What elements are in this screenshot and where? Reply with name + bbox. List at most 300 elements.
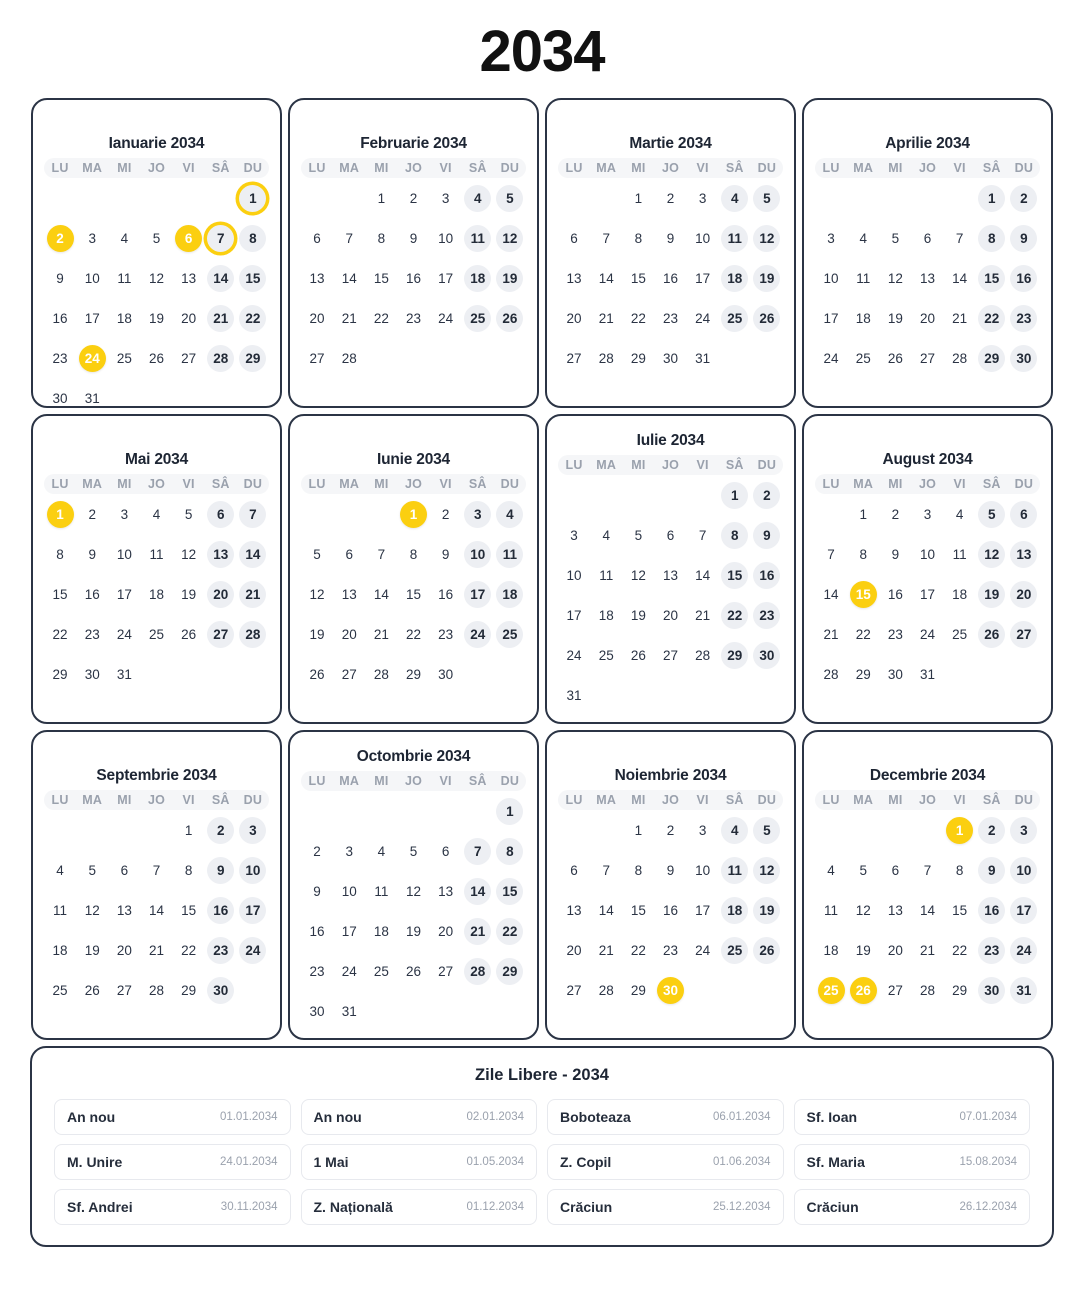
day-number[interactable]: 24 [566,648,582,664]
day-number[interactable]: 22 [630,311,646,327]
day-cell[interactable] [847,299,879,339]
day-cell[interactable] [397,912,429,952]
day-number[interactable]: 7 [345,231,353,247]
day-number[interactable]: 29 [496,958,523,985]
day-cell[interactable] [687,931,719,971]
day-number[interactable]: 7 [698,528,707,544]
day-cell[interactable] [911,535,943,575]
day-cell[interactable] [173,535,205,575]
day-number[interactable]: 11 [117,271,132,287]
day-cell[interactable] [205,971,237,1011]
day-cell[interactable] [590,596,622,636]
day-cell[interactable] [976,575,1008,615]
day-cell[interactable] [719,596,751,636]
day-number[interactable]: 22 [855,627,871,643]
day-cell[interactable] [976,535,1008,575]
day-cell[interactable] [654,851,686,891]
day-number[interactable]: 21 [239,581,266,608]
day-number[interactable]: 24 [695,943,711,959]
day-cell[interactable] [976,259,1008,299]
day-number[interactable]: 20 [309,311,325,327]
day-cell[interactable] [1008,339,1040,379]
day-cell[interactable] [462,495,494,535]
day-number[interactable]: 11 [496,541,523,568]
day-number[interactable]: 14 [148,903,164,919]
day-number-holiday[interactable]: 30 [657,977,684,1004]
day-cell[interactable] [719,516,751,556]
day-cell[interactable] [301,299,333,339]
day-cell[interactable] [622,971,654,1011]
day-cell[interactable] [237,811,269,851]
holiday-item[interactable] [301,1099,538,1135]
holiday-item[interactable] [794,1099,1031,1135]
day-number[interactable]: 10 [438,231,454,247]
day-cell[interactable] [44,851,76,891]
day-number[interactable]: 27 [207,621,234,648]
day-number[interactable]: 16 [84,587,100,603]
day-cell[interactable] [108,971,140,1011]
day-number[interactable]: 10 [116,547,132,563]
day-cell[interactable] [365,535,397,575]
day-number[interactable]: 18 [823,943,839,959]
day-number[interactable]: 8 [409,547,418,563]
day-cell[interactable] [590,516,622,556]
day-number[interactable]: 10 [566,568,582,584]
day-cell[interactable] [847,535,879,575]
day-number[interactable]: 19 [309,627,325,643]
day-cell[interactable] [622,299,654,339]
day-number[interactable]: 19 [753,897,780,924]
day-cell[interactable] [815,299,847,339]
day-number[interactable]: 7 [923,863,932,879]
day-number[interactable]: 15 [721,562,748,589]
day-cell[interactable] [140,851,172,891]
day-number[interactable]: 19 [405,924,421,940]
day-cell[interactable] [108,299,140,339]
day-number[interactable]: 12 [887,271,903,287]
day-number[interactable]: 7 [602,863,610,879]
day-cell[interactable] [654,811,686,851]
day-number[interactable]: 19 [978,581,1005,608]
day-number[interactable]: 13 [662,568,678,584]
day-cell[interactable] [301,912,333,952]
day-number[interactable]: 15 [630,903,646,919]
day-cell[interactable] [365,952,397,992]
day-cell[interactable] [847,219,879,259]
day-cell[interactable] [558,299,590,339]
day-number[interactable]: 4 [120,231,129,247]
day-cell[interactable] [590,891,622,931]
day-number[interactable]: 27 [919,351,935,367]
day-cell[interactable] [140,615,172,655]
day-cell[interactable] [815,851,847,891]
day-number[interactable]: 23 [52,351,68,367]
day-number[interactable]: 2 [207,817,234,844]
day-cell[interactable] [622,931,654,971]
day-cell[interactable] [622,596,654,636]
day-number[interactable]: 6 [570,231,578,247]
day-number[interactable]: 2 [666,191,675,207]
day-number[interactable]: 6 [313,231,321,247]
day-cell[interactable] [1008,891,1040,931]
day-number[interactable]: 14 [695,568,711,584]
day-number[interactable]: 10 [464,541,491,568]
day-cell[interactable] [76,891,108,931]
day-number[interactable]: 28 [148,983,164,999]
day-cell[interactable] [622,851,654,891]
day-number[interactable]: 3 [698,191,707,207]
day-cell[interactable] [44,379,76,419]
day-cell[interactable] [494,912,526,952]
day-number[interactable]: 25 [148,627,164,643]
day-number[interactable]: 20 [341,627,357,643]
day-cell[interactable] [654,339,686,379]
day-number[interactable]: 21 [695,608,711,624]
day-cell[interactable] [976,851,1008,891]
day-number[interactable]: 9 [313,884,321,900]
day-number[interactable]: 16 [207,897,234,924]
day-cell[interactable] [1008,219,1040,259]
day-number[interactable]: 22 [405,627,421,643]
day-number[interactable]: 22 [52,627,68,643]
day-cell[interactable] [365,259,397,299]
day-number[interactable]: 14 [373,587,389,603]
day-number[interactable]: 4 [377,844,386,860]
day-cell[interactable] [815,339,847,379]
day-number[interactable]: 17 [341,924,357,940]
day-number[interactable]: 21 [823,627,839,643]
day-number[interactable]: 26 [309,667,325,683]
day-cell[interactable] [911,615,943,655]
day-number[interactable]: 23 [309,964,325,980]
day-number[interactable]: 28 [695,648,711,664]
day-cell[interactable] [173,811,205,851]
day-cell[interactable] [719,556,751,596]
day-number[interactable]: 13 [116,903,132,919]
day-number[interactable]: 16 [405,271,421,287]
day-number[interactable]: 3 [923,507,932,523]
day-number[interactable]: 17 [116,587,132,603]
day-number[interactable]: 30 [84,667,100,683]
day-number[interactable]: 6 [923,231,932,247]
day-cell[interactable] [462,299,494,339]
day-cell[interactable] [654,891,686,931]
day-cell[interactable] [494,792,526,832]
day-number[interactable]: 19 [496,265,523,292]
day-cell[interactable] [397,179,429,219]
day-number[interactable]: 14 [207,265,234,292]
day-cell[interactable] [173,495,205,535]
day-cell[interactable] [397,655,429,695]
day-number[interactable]: 7 [602,231,610,247]
day-cell[interactable] [44,299,76,339]
day-cell[interactable] [751,516,783,556]
day-number[interactable]: 13 [1010,541,1037,568]
day-cell[interactable] [815,655,847,695]
day-number[interactable]: 11 [149,547,164,563]
day-number[interactable]: 18 [116,311,132,327]
day-cell[interactable] [333,655,365,695]
day-cell[interactable] [911,339,943,379]
day-number[interactable]: 4 [827,863,835,879]
day-cell[interactable] [687,636,719,676]
day-cell[interactable] [430,219,462,259]
day-cell[interactable] [494,952,526,992]
day-number[interactable]: 7 [152,863,161,879]
day-cell[interactable] [333,535,365,575]
day-cell[interactable] [976,891,1008,931]
day-number[interactable]: 23 [978,937,1005,964]
day-cell[interactable] [1008,299,1040,339]
day-cell[interactable] [76,615,108,655]
day-number[interactable]: 26 [887,351,903,367]
day-number[interactable]: 24 [695,311,711,327]
day-cell[interactable] [911,891,943,931]
day-cell[interactable] [622,891,654,931]
day-cell[interactable] [301,219,333,259]
day-number[interactable]: 29 [630,351,646,367]
day-cell[interactable] [622,219,654,259]
day-number[interactable]: 22 [239,305,266,332]
day-number[interactable]: 4 [859,231,867,247]
day-cell[interactable] [1008,535,1040,575]
day-number[interactable]: 29 [978,345,1005,372]
day-cell[interactable] [140,971,172,1011]
day-cell[interactable] [333,575,365,615]
day-number[interactable]: 2 [313,844,321,860]
day-cell[interactable] [205,851,237,891]
day-number[interactable]: 20 [887,943,903,959]
day-number[interactable]: 3 [120,507,129,523]
day-cell[interactable] [1008,259,1040,299]
day-number[interactable]: 25 [496,621,523,648]
day-cell[interactable] [140,219,172,259]
day-number[interactable]: 13 [341,587,357,603]
day-number[interactable]: 16 [887,587,903,603]
day-number[interactable]: 27 [566,351,582,367]
day-number[interactable]: 26 [753,937,780,964]
day-cell[interactable] [1008,179,1040,219]
day-number[interactable]: 30 [207,977,234,1004]
day-cell[interactable] [976,931,1008,971]
day-number[interactable]: 11 [721,225,748,252]
day-cell[interactable] [44,535,76,575]
day-cell[interactable] [847,971,879,1011]
day-cell[interactable] [751,556,783,596]
day-cell[interactable] [558,556,590,596]
day-number[interactable]: 2 [409,191,418,207]
day-cell[interactable] [911,851,943,891]
day-number[interactable]: 10 [823,271,839,287]
day-cell[interactable] [333,832,365,872]
day-number[interactable]: 18 [855,311,871,327]
day-number[interactable]: 4 [496,501,523,528]
day-number[interactable]: 3 [827,231,835,247]
day-cell[interactable] [44,655,76,695]
day-number[interactable]: 26 [148,351,164,367]
day-number[interactable]: 14 [952,271,968,287]
day-number[interactable]: 26 [978,621,1005,648]
holiday-item[interactable] [54,1144,291,1180]
day-number-holiday[interactable]: 24 [79,345,106,372]
day-number[interactable]: 30 [662,351,678,367]
day-number[interactable]: 9 [88,547,96,563]
day-number[interactable]: 16 [52,311,68,327]
day-number[interactable]: 28 [952,351,968,367]
day-number[interactable]: 20 [566,311,582,327]
day-cell[interactable] [687,179,719,219]
day-number[interactable]: 23 [438,627,454,643]
day-number[interactable]: 2 [978,817,1005,844]
day-cell[interactable] [815,891,847,931]
day-number[interactable]: 9 [56,271,64,287]
day-cell[interactable] [397,872,429,912]
day-cell[interactable] [44,615,76,655]
day-cell[interactable] [44,891,76,931]
day-number[interactable]: 12 [309,587,325,603]
day-number[interactable]: 27 [309,351,325,367]
day-cell[interactable] [333,615,365,655]
day-cell[interactable] [237,535,269,575]
day-cell[interactable] [494,299,526,339]
day-cell[interactable] [76,535,108,575]
day-cell[interactable] [205,575,237,615]
day-number[interactable]: 20 [919,311,935,327]
day-cell[interactable] [879,615,911,655]
day-cell[interactable] [140,891,172,931]
day-cell[interactable] [751,476,783,516]
holiday-item[interactable] [54,1189,291,1225]
day-cell[interactable] [76,379,108,419]
holiday-item[interactable] [54,1099,291,1135]
day-number[interactable]: 12 [978,541,1005,568]
day-number[interactable]: 21 [373,627,389,643]
day-number[interactable]: 28 [207,345,234,372]
day-cell[interactable] [108,219,140,259]
day-cell[interactable] [76,971,108,1011]
day-number[interactable]: 27 [662,648,678,664]
day-number[interactable]: 9 [666,231,675,247]
day-number[interactable]: 26 [181,627,197,643]
day-number[interactable]: 9 [207,857,234,884]
day-cell[interactable] [333,259,365,299]
day-cell[interactable] [879,299,911,339]
day-number[interactable]: 20 [566,943,582,959]
day-number[interactable]: 13 [438,884,454,900]
day-cell[interactable] [462,615,494,655]
day-cell[interactable] [237,931,269,971]
day-cell[interactable] [815,259,847,299]
day-cell[interactable] [911,219,943,259]
day-number[interactable]: 29 [630,983,646,999]
day-cell[interactable] [494,535,526,575]
day-number[interactable]: 17 [438,271,454,287]
day-cell[interactable] [494,219,526,259]
day-number[interactable]: 3 [1010,817,1037,844]
day-number[interactable]: 12 [496,225,523,252]
day-number[interactable]: 13 [181,271,197,287]
day-cell[interactable] [237,891,269,931]
day-number[interactable]: 27 [887,983,903,999]
day-cell[interactable] [944,931,976,971]
day-cell[interactable] [76,655,108,695]
day-cell[interactable] [494,179,526,219]
day-cell[interactable] [44,339,76,379]
day-number[interactable]: 31 [341,1004,357,1020]
day-cell[interactable] [140,339,172,379]
day-cell[interactable] [108,535,140,575]
day-cell[interactable] [879,219,911,259]
day-cell[interactable] [44,259,76,299]
day-cell[interactable] [76,219,108,259]
day-cell[interactable] [879,535,911,575]
day-cell[interactable] [847,931,879,971]
day-number[interactable]: 31 [695,351,711,367]
day-cell[interactable] [751,636,783,676]
day-cell[interactable] [976,971,1008,1011]
day-number[interactable]: 8 [184,863,193,879]
day-cell[interactable] [751,259,783,299]
day-number[interactable]: 7 [377,547,386,563]
day-number[interactable]: 17 [566,608,582,624]
day-cell[interactable] [687,259,719,299]
day-cell[interactable] [558,891,590,931]
day-number-holiday[interactable]: 1 [47,501,74,528]
day-cell[interactable] [622,516,654,556]
day-cell[interactable] [76,931,108,971]
day-number[interactable]: 29 [952,983,968,999]
day-cell[interactable] [719,259,751,299]
day-number[interactable]: 23 [753,602,780,629]
day-cell[interactable] [911,259,943,299]
day-number[interactable]: 21 [207,305,234,332]
day-cell[interactable] [237,179,269,219]
day-cell[interactable] [237,299,269,339]
day-cell[interactable] [879,495,911,535]
day-cell[interactable] [237,259,269,299]
day-number[interactable]: 28 [823,667,839,683]
day-cell[interactable] [590,339,622,379]
day-number[interactable]: 13 [309,271,325,287]
day-number[interactable]: 23 [207,937,234,964]
day-cell[interactable] [76,299,108,339]
day-number[interactable]: 16 [978,897,1005,924]
day-number[interactable]: 25 [464,305,491,332]
day-number[interactable]: 10 [341,884,357,900]
day-cell[interactable] [976,299,1008,339]
day-number[interactable]: 23 [1010,305,1037,332]
day-number[interactable]: 28 [341,351,357,367]
day-number[interactable]: 3 [570,528,578,544]
day-cell[interactable] [301,259,333,299]
day-cell[interactable] [847,851,879,891]
day-cell[interactable] [751,179,783,219]
day-cell[interactable] [397,219,429,259]
day-cell[interactable] [558,596,590,636]
day-cell[interactable] [301,575,333,615]
day-number[interactable]: 9 [409,231,418,247]
day-cell[interactable] [365,179,397,219]
day-cell[interactable] [301,339,333,379]
day-number[interactable]: 6 [891,863,900,879]
day-cell[interactable] [397,832,429,872]
day-cell[interactable] [44,575,76,615]
day-number[interactable]: 11 [53,903,68,919]
day-number[interactable]: 6 [441,844,450,860]
day-number[interactable]: 19 [753,265,780,292]
day-number-holiday[interactable]: 1 [400,501,427,528]
day-cell[interactable] [205,219,237,259]
